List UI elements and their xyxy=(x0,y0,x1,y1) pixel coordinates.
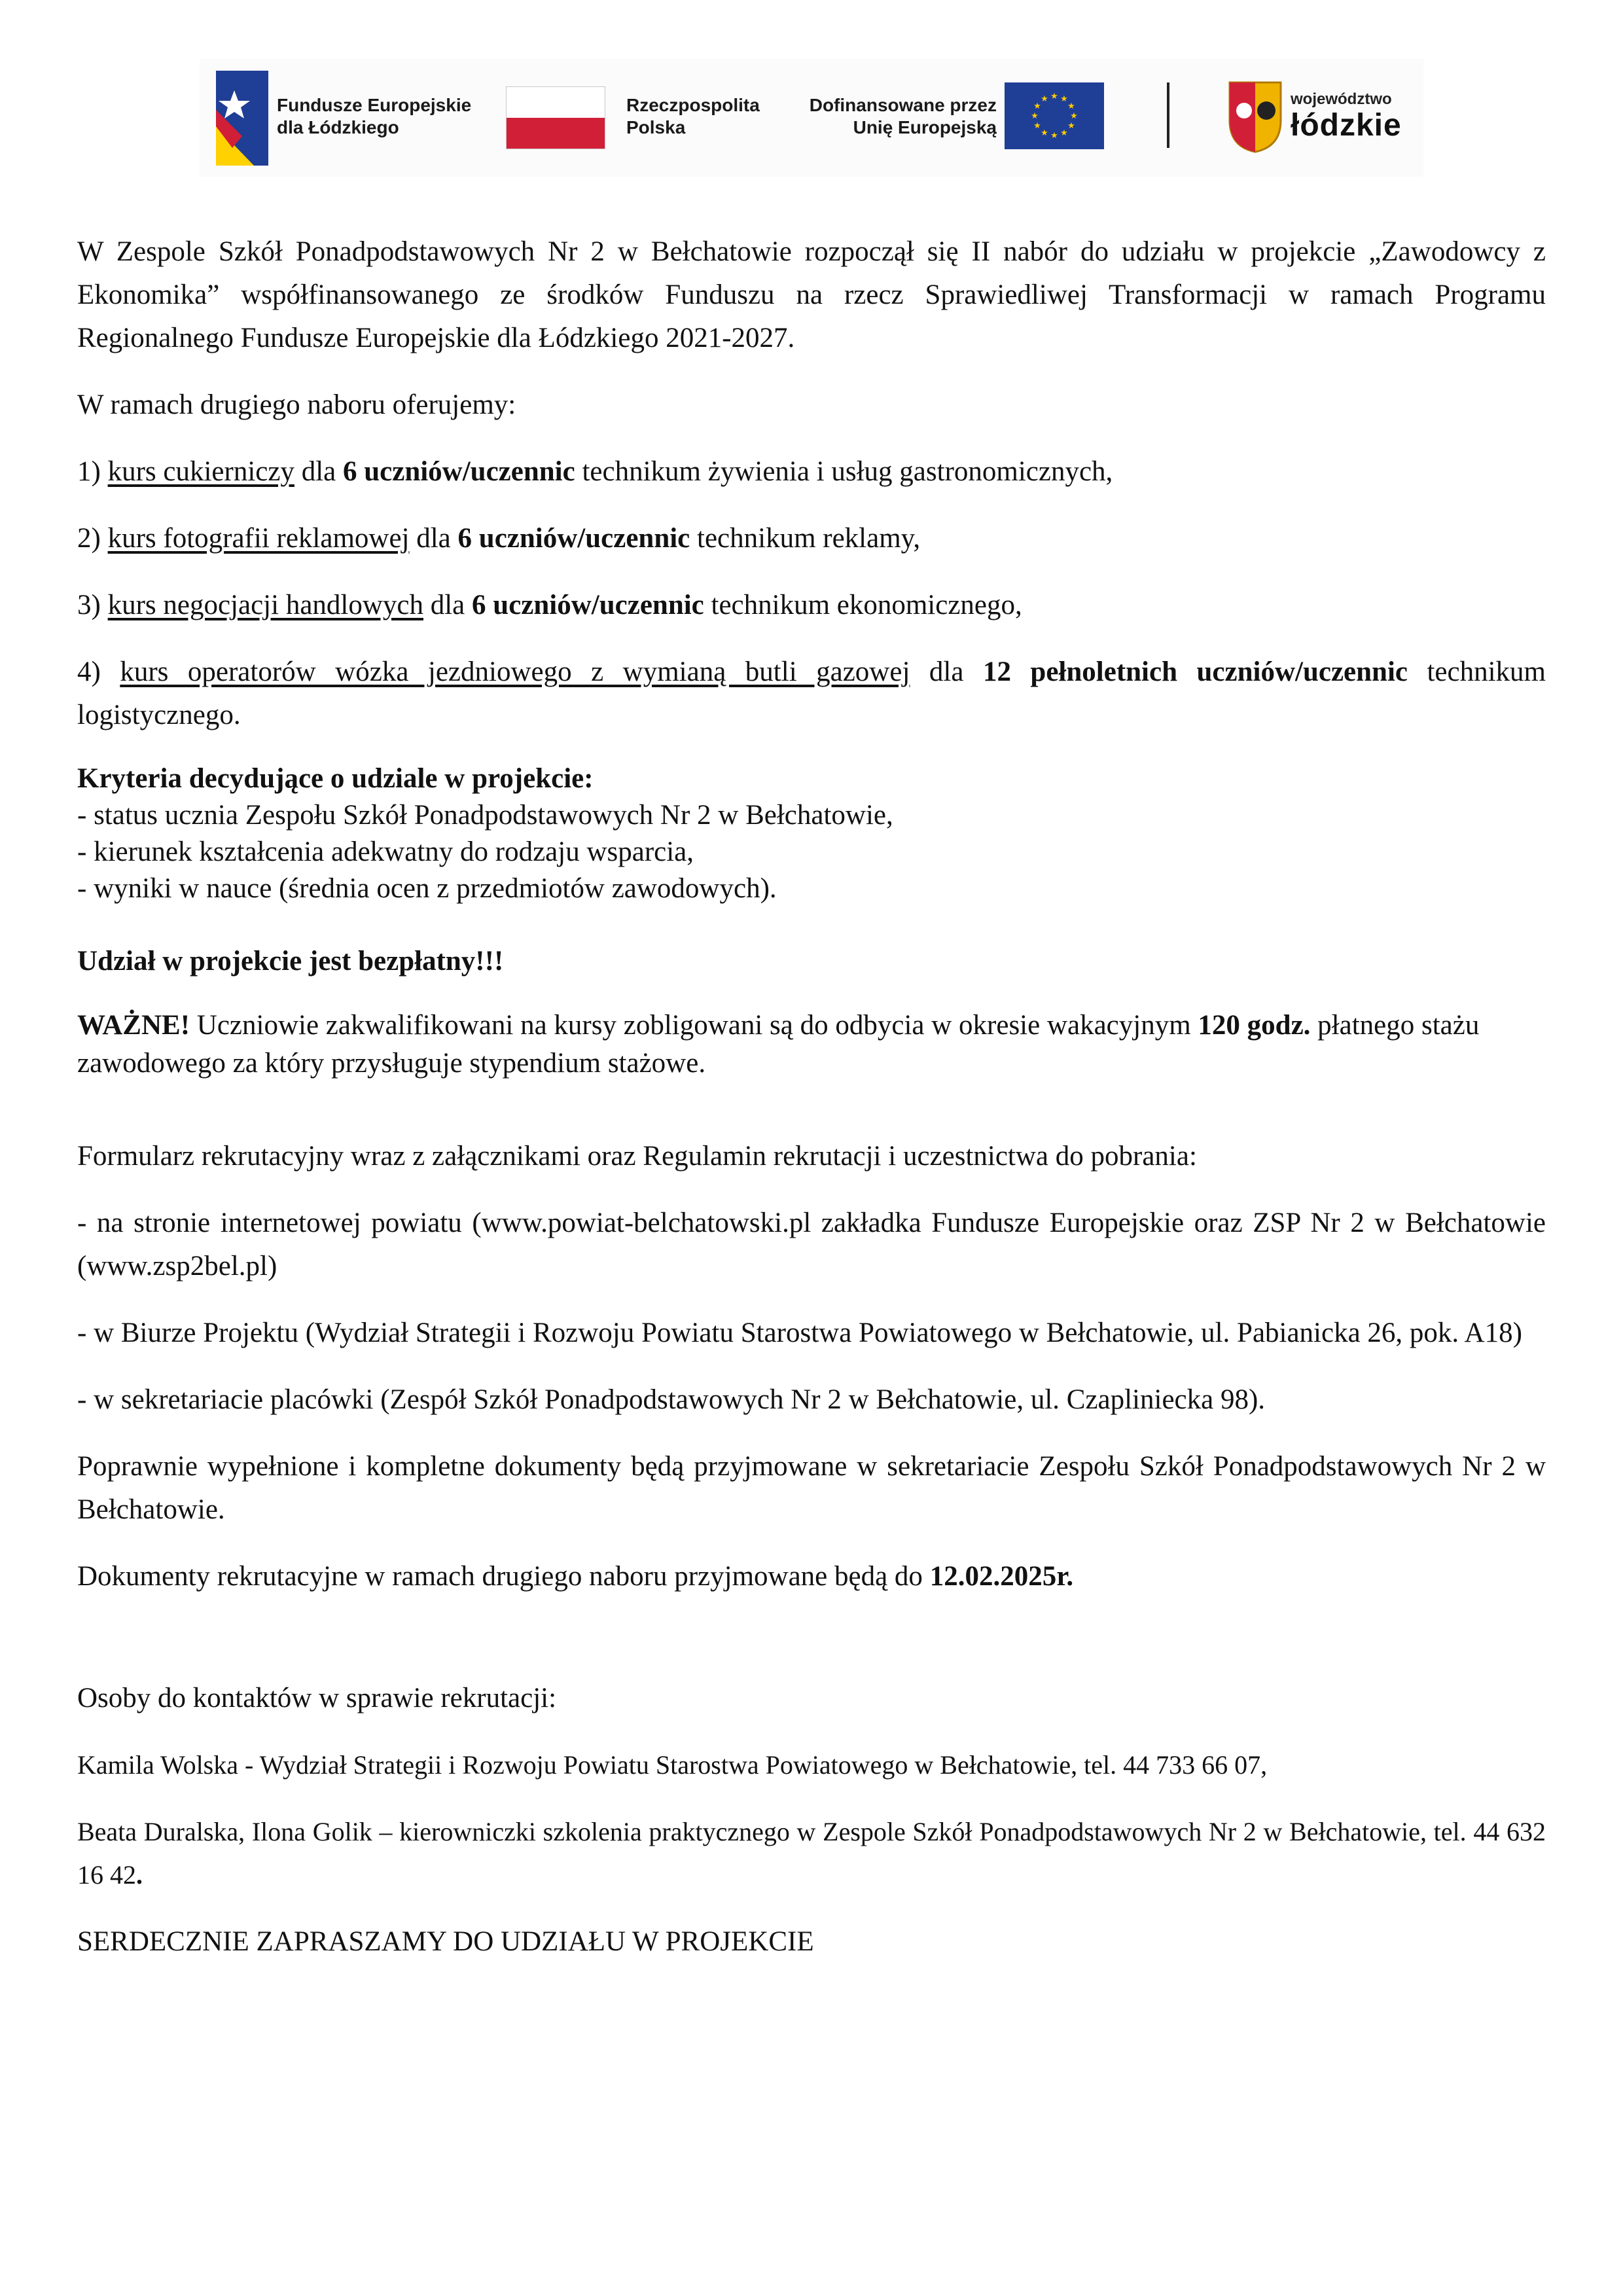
deadline-note xyxy=(77,1555,1546,1598)
important-label: WAŻNE! xyxy=(77,1010,190,1041)
svg-text:★: ★ xyxy=(1050,92,1058,101)
european-funds-label xyxy=(277,94,471,139)
intro-paragraph: W Zespole Szkół Ponadpodstawowych Nr 2 w Bełchatowie rozpoczął się II nabór do udziału w projekcie „Zawodowcy z Ekonomika” współfinansowanego ze środków Funduszu na rzecz Sprawiedliwej Transformacji w ramach Programu Regionalnego Fundusze Europejskie dla Łódzkiego 2021-2027. xyxy=(77,236,1546,353)
course-name: kurs fotografii reklamowej xyxy=(107,523,410,554)
offer-connector: dla xyxy=(423,590,473,620)
offer-heading: W ramach drugiego naboru oferujemy: xyxy=(77,389,516,420)
european-funds-line1: Fundusze Europejskie xyxy=(277,95,472,115)
svg-text:★: ★ xyxy=(1050,131,1058,141)
svg-text:★: ★ xyxy=(1070,111,1078,121)
deadline-text: Dokumenty rekrutacyjne w ramach drugiego naboru przyjmowane będą do xyxy=(77,1561,930,1592)
svg-text:★: ★ xyxy=(1033,101,1041,111)
region-label-big: łódzkie xyxy=(1291,108,1402,143)
offer-item-4 xyxy=(77,651,1546,737)
svg-text:★: ★ xyxy=(1033,121,1041,131)
svg-text:★: ★ xyxy=(1067,121,1075,131)
contact-person-2-text: Beata Duralska, Ilona Golik – kierowniczki szkolenia praktycznego w Zespole Szkół Ponadpodstawowych Nr 2 w Bełchatowie, tel. 44 632 16 42 xyxy=(77,1817,1546,1890)
republic-line1: Rzeczpospolita xyxy=(626,95,760,115)
criteria-item: - kierunek kształcenia adekwatny do rodzaju wsparcia, xyxy=(77,836,694,867)
forms-source-1: - na stronie internetowej powiatu (www.powiat-belchatowski.pl zakładka Fundusze Europejskie oraz ZSP Nr 2 w Bełchatowie (www.zsp2bel.pl) xyxy=(77,1208,1546,1282)
free-participation-note: Udział w projekcie jest bezpłatny!!! xyxy=(77,946,504,977)
svg-text:★: ★ xyxy=(1041,128,1048,138)
poland-flag-icon xyxy=(506,86,605,149)
offer-connector: dla xyxy=(294,456,343,487)
offer-connector: dla xyxy=(409,523,458,554)
offer-number: 1) xyxy=(77,456,108,487)
offer-target: technikum żywienia i usług gastronomicznych, xyxy=(575,456,1113,487)
criteria-item: - status ucznia Zespołu Szkół Ponadpodstawowych Nr 2 w Bełchatowie, xyxy=(77,800,893,831)
offer-number: 4) xyxy=(77,656,120,687)
offer-item-1 xyxy=(77,450,1546,493)
european-funds-logo-icon xyxy=(216,71,268,166)
offer-connector: dla xyxy=(910,656,983,687)
offer-number: 3) xyxy=(77,590,108,620)
republic-line2: Polska xyxy=(626,117,686,137)
offer-target: technikum ekonomicznego, xyxy=(704,590,1022,620)
important-note xyxy=(77,1007,1546,1083)
important-text-1: Uczniowie zakwalifikowani na kursy zobligowani są do odbycia w okresie wakacyjnym xyxy=(190,1010,1198,1041)
svg-text:★: ★ xyxy=(1041,94,1048,104)
forms-source-3: - w sekretariacie placówki (Zespół Szkół Ponadpodstawowych Nr 2 w Bełchatowie, ul. Czapliniecka 98). xyxy=(77,1384,1266,1415)
forms-source-2: - w Biurze Projektu (Wydział Strategii i Rozwoju Powiatu Starostwa Powiatowego w Bełchatowie, ul. Pabianicka 26, pok. A18) xyxy=(77,1318,1522,1348)
offer-number: 2) xyxy=(77,523,108,554)
contact-person-2-end: . xyxy=(136,1860,143,1890)
course-name: kurs cukierniczy xyxy=(107,456,294,487)
announcement-body xyxy=(77,230,1546,1987)
course-name: kurs negocjacji handlowych xyxy=(107,590,423,620)
deadline-date: 12.02.2025r. xyxy=(929,1561,1074,1592)
criteria-heading: Kryteria decydujące o udziale w projekcie: xyxy=(77,763,594,794)
contacts-heading: Osoby do kontaktów w sprawie rekrutacji: xyxy=(77,1683,557,1713)
funding-logo-strip xyxy=(200,59,1423,177)
offer-target: technikum reklamy, xyxy=(690,523,921,554)
participant-count: 6 uczniów/uczennic xyxy=(342,456,575,487)
eu-line1: Dofinansowane przez xyxy=(809,95,997,115)
criteria-item: - wyniki w nauce (średnia ocen z przedmiotów zawodowych). xyxy=(77,873,777,904)
contact-person-2 xyxy=(77,1810,1546,1897)
svg-text:★: ★ xyxy=(1060,94,1068,104)
course-name: kurs operatorów wózka jezdniowego z wymianą butli gazowej xyxy=(120,656,910,687)
logo-divider xyxy=(1167,82,1169,148)
closing-invitation: SERDECZNIE ZAPRASZAMY DO UDZIAŁU W PROJEKCIE xyxy=(77,1926,814,1957)
participant-count: 6 uczniów/uczennic xyxy=(457,523,690,554)
svg-text:★: ★ xyxy=(1067,101,1075,111)
participant-count: 12 pełnoletnich uczniów/uczennic xyxy=(982,656,1408,687)
criteria-section xyxy=(77,761,1546,907)
important-text-2: płatnego stażu zawodowego za który przysługuje stypendium stażowe. xyxy=(77,1010,1480,1079)
european-funds-line2: dla Łódzkiego xyxy=(277,117,399,137)
lodz-voivodeship-crest-icon xyxy=(1228,81,1282,153)
acceptance-note: Poprawnie wypełnione i kompletne dokumenty będą przyjmowane w sekretariacie Zespołu Szkół Ponadpodstawowych Nr 2 w Bełchatowie. xyxy=(77,1451,1546,1525)
contact-person-1: Kamila Wolska - Wydział Strategii i Rozwoju Powiatu Starostwa Powiatowego w Bełchatowie, tel. 44 733 66 07, xyxy=(77,1750,1268,1780)
eu-flag-icon xyxy=(1005,82,1104,149)
eu-cofinanced-label xyxy=(787,94,997,139)
eu-line2: Unię Europejską xyxy=(853,117,997,137)
forms-heading: Formularz rekrutacyjny wraz z załącznikami oraz Regulamin rekrutacji i uczestnictwa do pobrania: xyxy=(77,1141,1197,1172)
svg-text:★: ★ xyxy=(1031,111,1039,121)
offer-item-3 xyxy=(77,584,1546,627)
participant-count: 6 uczniów/uczennic xyxy=(472,590,704,620)
region-label-small: województwo xyxy=(1291,90,1392,108)
internship-hours: 120 godz. xyxy=(1198,1010,1311,1041)
offer-target: technikum logistycznego. xyxy=(77,656,1546,730)
republic-of-poland-label xyxy=(626,94,760,139)
offer-item-2 xyxy=(77,517,1546,560)
svg-text:★: ★ xyxy=(1060,128,1068,138)
